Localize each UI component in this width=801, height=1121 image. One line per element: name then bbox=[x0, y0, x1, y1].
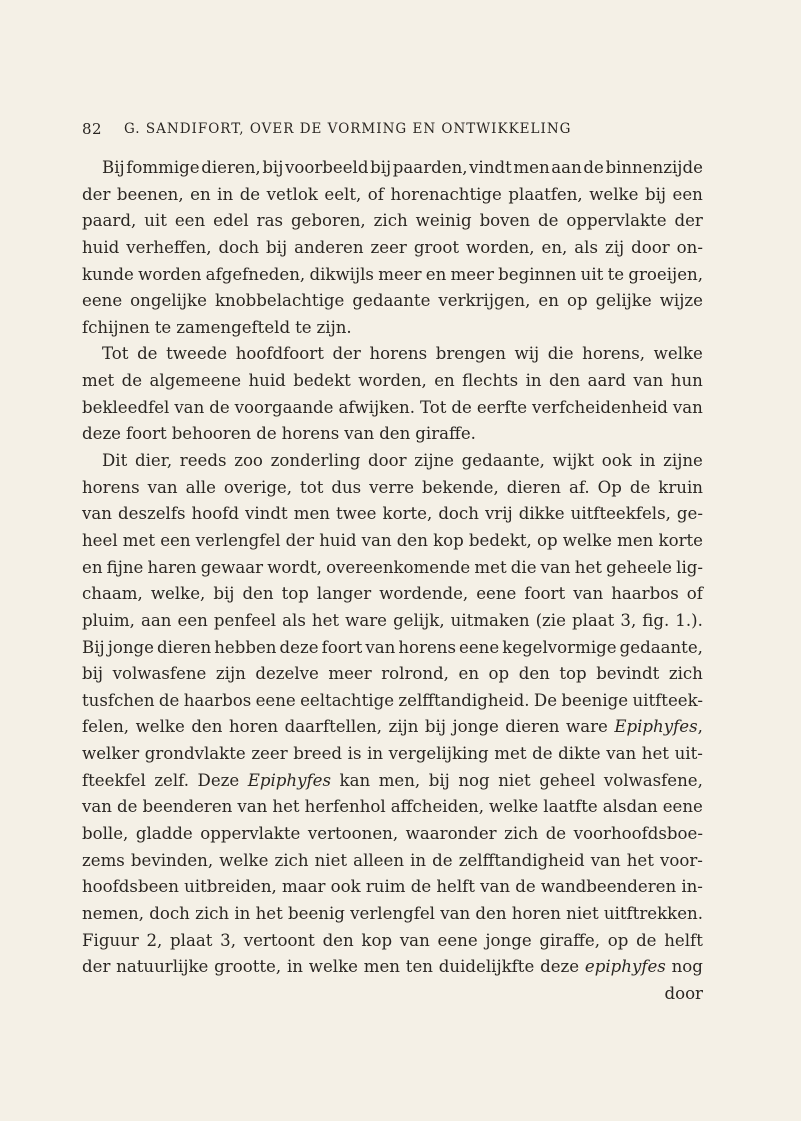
text-line: paard, uit een edel ras geboren, zich weinig boven de oppervlakte der bbox=[82, 211, 703, 231]
running-head: G. SANDIFORT, OVER DE VORMING EN ONTWIKKELING bbox=[124, 121, 572, 137]
text-line: pluim, aan een penfeel als het ware gelijk, uitmaken (zie plaat 3, fig. 1.). bbox=[82, 610, 703, 630]
text-line: fchijnen te zamengefteld te zijn. bbox=[82, 317, 352, 337]
text-line: Figuur 2, plaat 3, vertoont den kop van eene jonge giraffe, op de helft bbox=[82, 930, 703, 950]
text-line: der beenen, en in de vetlok eelt, of horenachtige plaatfen, welke bij een bbox=[82, 184, 703, 204]
text-line: horens van alle overige, tot dus verre bekende, dieren af. Op de kruin bbox=[82, 477, 703, 497]
text-line: hoofdsbeen uitbreiden, maar ook ruim de helft van de wandbeenderen in- bbox=[82, 877, 703, 897]
page-number: 82 bbox=[82, 120, 103, 138]
text-line: met de algemeene huid bedekt worden, en flechts in den aard van hun bbox=[82, 371, 703, 391]
text-line: en fijne haren gewaar wordt, overeenkomende met die van het geheele lig- bbox=[82, 557, 703, 577]
text-line: nemen, doch zich in het beenig verlengfel van den horen niet uitftrekken. bbox=[82, 903, 703, 923]
text-line: van deszelfs hoofd vindt men twee korte, doch vrij dikke uitfteekfels, ge- bbox=[82, 504, 703, 524]
text-line: bij volwasfene zijn dezelve meer rolrond, en op den top bevindt zich bbox=[82, 664, 703, 684]
text-line: fteekfel zelf. Deze Epiphyfes kan men, bij nog niet geheel volwasfene, bbox=[82, 770, 703, 790]
text-line: van de beenderen van het herfenhol affcheiden, welke laatfte alsdan eene bbox=[82, 797, 703, 817]
text-line: Dit dier, reeds zoo zonderling door zijne gedaante, wijkt ook in zijne bbox=[102, 451, 703, 471]
text-line: Bij jonge dieren hebben deze foort van horens eene kegelvormige gedaante, bbox=[82, 637, 703, 657]
text-line: eene ongelijke knobbelachtige gedaante verkrijgen, en op gelijke wijze bbox=[82, 291, 703, 311]
text-line: heel met een verlengfel der huid van den kop bedekt, op welke men korte bbox=[82, 530, 703, 550]
text-line: welker grondvlakte zeer breed is in vergelijking met de dikte van het uit- bbox=[82, 744, 703, 764]
text-line: Tot de tweede hoofdfoort der horens brengen wij die horens, welke bbox=[102, 344, 703, 364]
text-line: kunde worden afgefneden, dikwijls meer en meer beginnen uit te groeijen, bbox=[82, 264, 703, 284]
body-text bbox=[82, 155, 703, 1008]
text-line: huid verheffen, doch bij anderen zeer groot worden, en, als zij door on- bbox=[82, 237, 703, 257]
text-line: bolle, gladde oppervlakte vertoonen, waaronder zich de voorhoofdsboe- bbox=[82, 824, 703, 844]
text-line: felen, welke den horen daarftellen, zijn bij jonge dieren ware Epiphyfes, bbox=[82, 717, 703, 737]
text-line: door bbox=[664, 983, 703, 1003]
text-line: Bij fommige dieren, bij voorbeeld bij paarden, vindt men aan de binnenzijde bbox=[102, 158, 703, 177]
text-line: chaam, welke, bij den top langer wordende, eene foort van haarbos of bbox=[82, 584, 703, 604]
text-line: tusfchen de haarbos eene eeltachtige zelfftandigheid. De beenige uitfteek- bbox=[82, 690, 703, 710]
text-line: deze foort behooren de horens van den giraffe. bbox=[82, 424, 476, 444]
text-line: der natuurlijke grootte, in welke men ten duidelijkfte deze epiphyfes nog bbox=[82, 957, 703, 977]
text-line: bekleedfel van de voorgaande afwijken. Tot de eerfte verfcheidenheid van bbox=[82, 397, 703, 417]
text-line: zems bevinden, welke zich niet alleen in de zelfftandigheid van het voor- bbox=[82, 850, 703, 870]
